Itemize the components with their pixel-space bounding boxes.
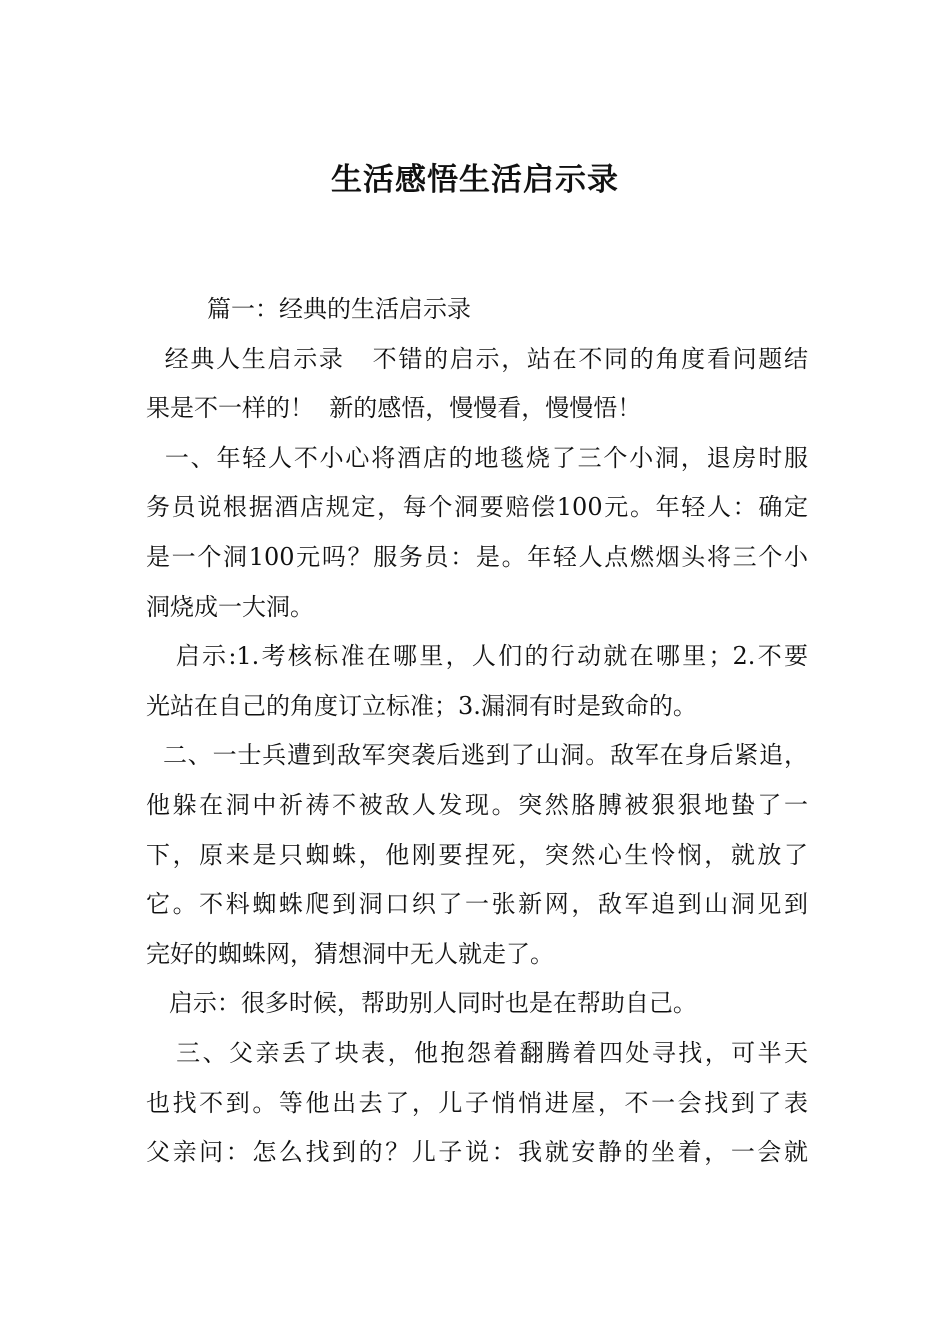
body-line: 也找不到。等他出去了，儿子悄悄进屋，不一会找到了表 [146, 1088, 808, 1117]
document-title: 生活感悟生活启示录 [331, 162, 619, 198]
body-line: 三、父亲丢了块表，他抱怨着翻腾着四处寻找，可半天 [146, 1038, 808, 1067]
body-line: 篇一：经典的生活启示录 [146, 295, 472, 323]
body-line: 经典人生启示录 不错的启示，站在不同的角度看问题结 [146, 344, 808, 373]
body-line: 他躲在洞中祈祷不被敌人发现。突然胳膊被狠狠地蛰了一 [146, 790, 808, 819]
body-line: 启示：很多时候，帮助别人同时也是在帮助自己。 [146, 989, 697, 1018]
body-line: 它。不料蜘蛛爬到洞口织了一张新网，敌军追到山洞见到 [146, 890, 808, 919]
body-line: 完好的蜘蛛网，猜想洞中无人就走了。 [146, 939, 554, 968]
body-line: 启示:1.考核标准在哪里，人们的行动就在哪里；2.不要 [146, 642, 808, 671]
body-line: 一、年轻人不小心将酒店的地毯烧了三个小洞，退房时服 [146, 443, 808, 472]
body-line: 是一个洞100元吗？服务员：是。年轻人点燃烟头将三个小 [146, 542, 808, 571]
body-line: 果是不一样的！ 新的感悟，慢慢看，慢慢悟！ [146, 394, 642, 423]
body-line: 二、一士兵遭到敌军突袭后逃到了山洞。敌军在身后紧追， [146, 741, 808, 770]
body-line: 光站在自己的角度订立标准；3.漏洞有时是致命的。 [146, 691, 697, 720]
document-body [146, 285, 808, 1178]
body-line: 下，原来是只蜘蛛，他刚要捏死，突然心生怜悯，就放了 [146, 840, 808, 869]
body-line: 洞烧成一大洞。 [146, 592, 314, 621]
body-line: 务员说根据酒店规定，每个洞要赔偿100元。年轻人：确定 [146, 493, 808, 522]
body-line: 父亲问：怎么找到的？儿子说：我就安静的坐着，一会就 [146, 1138, 808, 1167]
